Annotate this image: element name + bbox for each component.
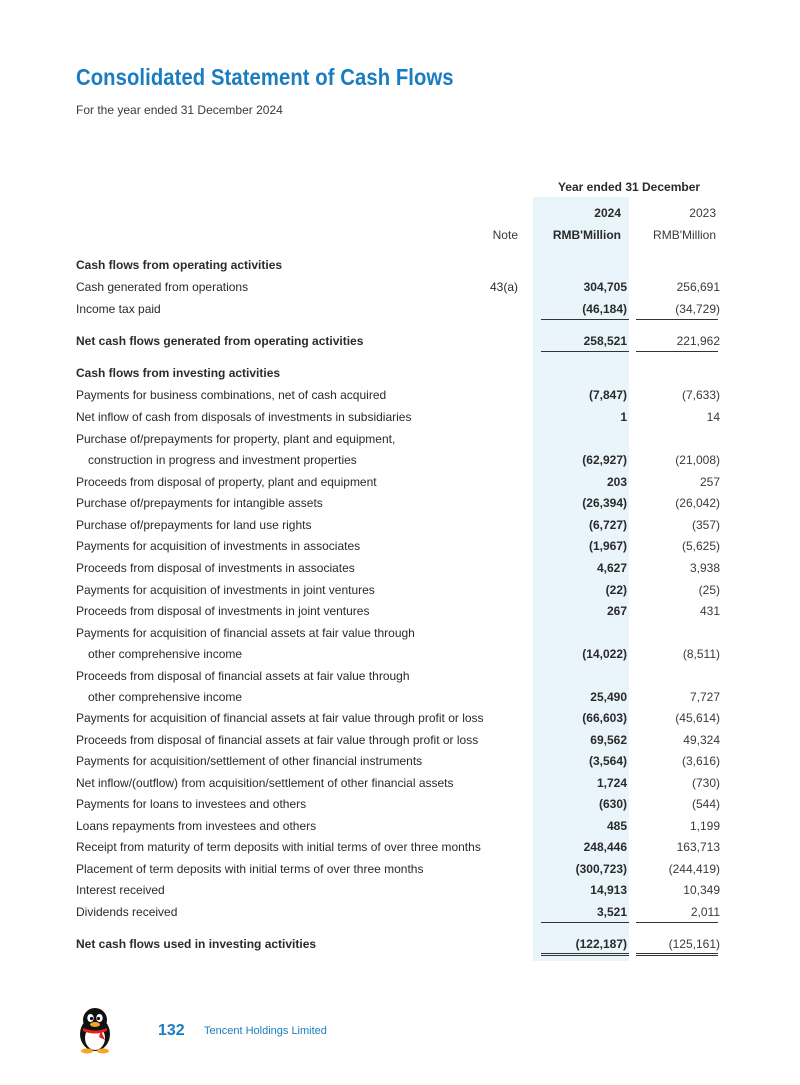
row-label: Cash flows from investing activities bbox=[76, 366, 281, 380]
table-row bbox=[0, 860, 800, 878]
table-row bbox=[0, 364, 800, 382]
row-label: Receipt from maturity of term deposits with initial terms of over three months bbox=[76, 840, 481, 854]
value-2024: 203 bbox=[606, 475, 627, 489]
row-label: Dividends received bbox=[76, 905, 178, 919]
value-2023: (544) bbox=[691, 797, 720, 811]
unit-current-header: RMB'Million bbox=[552, 228, 621, 242]
table-row bbox=[0, 494, 800, 512]
value-2023: (7,633) bbox=[681, 388, 720, 402]
row-label: Proceeds from disposal of investments in associates bbox=[76, 561, 355, 575]
row-label: Purchase of/prepayments for property, plant and equipment, bbox=[76, 432, 396, 446]
page-subtitle: For the year ended 31 December 2024 bbox=[76, 103, 283, 117]
value-2024: (46,184) bbox=[582, 302, 627, 316]
table-row bbox=[0, 537, 800, 555]
value-2023: (26,042) bbox=[675, 496, 720, 510]
table-row bbox=[0, 817, 800, 835]
table-row bbox=[0, 624, 800, 642]
row-label: other comprehensive income bbox=[88, 647, 243, 661]
row-label: Payments for acquisition of investments in associates bbox=[76, 539, 361, 553]
value-2023: (5,625) bbox=[681, 539, 720, 553]
value-2024: (122,187) bbox=[575, 937, 627, 951]
row-label: Proceeds from disposal of financial assets at fair value through bbox=[76, 669, 410, 683]
value-2024: 14,913 bbox=[590, 883, 627, 897]
value-2024: (14,022) bbox=[582, 647, 627, 661]
year-prior-header: 2023 bbox=[689, 206, 716, 220]
table-row bbox=[0, 386, 800, 404]
row-label: Purchase of/prepayments for intangible assets bbox=[76, 496, 323, 510]
unit-prior-header: RMB'Million bbox=[653, 228, 716, 242]
table-row bbox=[0, 332, 800, 350]
table-row bbox=[0, 278, 800, 296]
underline-rule bbox=[541, 319, 629, 320]
table-row bbox=[0, 774, 800, 792]
table-row bbox=[0, 408, 800, 426]
value-2023: (730) bbox=[691, 776, 720, 790]
row-label: Income tax paid bbox=[76, 302, 161, 316]
row-label: construction in progress and investment properties bbox=[88, 453, 357, 467]
table-row bbox=[0, 473, 800, 491]
value-2023: (8,511) bbox=[682, 647, 720, 661]
value-2023: 14 bbox=[706, 410, 720, 424]
value-2023: 49,324 bbox=[683, 733, 720, 747]
value-2023: 256,691 bbox=[676, 280, 720, 294]
value-2023: 7,727 bbox=[689, 690, 720, 704]
value-2024: 69,562 bbox=[590, 733, 627, 747]
value-2024: (630) bbox=[598, 797, 627, 811]
year-current-header: 2024 bbox=[594, 206, 621, 220]
value-2024: (62,927) bbox=[582, 453, 627, 467]
double-underline-rule bbox=[541, 955, 629, 956]
value-2024: (300,723) bbox=[575, 862, 627, 876]
value-2024: 25,490 bbox=[590, 690, 627, 704]
table-row bbox=[0, 430, 800, 448]
row-label: Payments for acquisition/settlement of other financial instruments bbox=[76, 754, 423, 768]
table-row bbox=[0, 731, 800, 749]
row-note: 43(a) bbox=[489, 280, 518, 294]
value-2024: (1,967) bbox=[588, 539, 627, 553]
underline-rule bbox=[636, 922, 718, 923]
company-name: Tencent Holdings Limited bbox=[204, 1025, 327, 1037]
value-2024: 3,521 bbox=[596, 905, 627, 919]
value-2023: (244,419) bbox=[668, 862, 720, 876]
value-2023: 431 bbox=[699, 604, 720, 618]
row-label: Net cash flows used in investing activities bbox=[76, 937, 317, 951]
table-row bbox=[0, 300, 800, 318]
table-row bbox=[0, 903, 800, 921]
value-2023: 221,962 bbox=[676, 334, 720, 348]
row-label: Loans repayments from investees and others bbox=[76, 819, 317, 833]
row-label: Payments for acquisition of financial assets at fair value through bbox=[76, 626, 415, 640]
qq-penguin-icon bbox=[74, 1006, 116, 1054]
value-2023: (25) bbox=[698, 583, 720, 597]
underline-rule bbox=[541, 953, 629, 954]
value-2023: (125,161) bbox=[668, 937, 720, 951]
row-label: Proceeds from disposal of financial assets at fair value through profit or loss bbox=[76, 733, 479, 747]
value-2024: 4,627 bbox=[596, 561, 627, 575]
value-2024: (3,564) bbox=[588, 754, 627, 768]
double-underline-rule bbox=[636, 955, 718, 956]
period-header: Year ended 31 December bbox=[557, 180, 701, 194]
table-row bbox=[0, 795, 800, 813]
value-2023: (3,616) bbox=[681, 754, 720, 768]
table-row bbox=[0, 581, 800, 599]
value-2024: (26,394) bbox=[582, 496, 627, 510]
value-2023: (34,729) bbox=[675, 302, 720, 316]
row-label: Payments for acquisition of financial assets at fair value through profit or loss bbox=[76, 711, 484, 725]
underline-rule bbox=[636, 351, 718, 352]
value-2024: (7,847) bbox=[588, 388, 627, 402]
table-row bbox=[0, 256, 800, 274]
row-label: Cash flows from operating activities bbox=[76, 258, 283, 272]
row-label: Payments for business combinations, net of cash acquired bbox=[76, 388, 387, 402]
underline-rule bbox=[541, 922, 629, 923]
note-header: Note bbox=[492, 228, 518, 242]
value-2024: 1 bbox=[620, 410, 627, 424]
value-2023: 257 bbox=[699, 475, 720, 489]
table-row bbox=[0, 752, 800, 770]
value-2024: (22) bbox=[605, 583, 627, 597]
table-row bbox=[0, 645, 800, 663]
value-2023: (357) bbox=[691, 518, 720, 532]
value-2024: 258,521 bbox=[583, 334, 627, 348]
value-2023: (45,614) bbox=[675, 711, 720, 725]
table-row bbox=[0, 516, 800, 534]
row-label: Payments for loans to investees and others bbox=[76, 797, 307, 811]
row-label: Cash generated from operations bbox=[76, 280, 249, 294]
page-number: 132 bbox=[158, 1022, 185, 1039]
row-label: other comprehensive income bbox=[88, 690, 243, 704]
row-label: Proceeds from disposal of investments in joint ventures bbox=[76, 604, 370, 618]
value-2024: 304,705 bbox=[583, 280, 627, 294]
table-row bbox=[0, 602, 800, 620]
row-label: Placement of term deposits with initial terms of over three months bbox=[76, 862, 424, 876]
value-2023: 10,349 bbox=[683, 883, 720, 897]
value-2023: (21,008) bbox=[675, 453, 720, 467]
page-title: Consolidated Statement of Cash Flows bbox=[76, 64, 454, 90]
row-label: Purchase of/prepayments for land use rights bbox=[76, 518, 312, 532]
value-2024: 248,446 bbox=[583, 840, 627, 854]
table-row bbox=[0, 559, 800, 577]
row-label: Net inflow/(outflow) from acquisition/settlement of other financial assets bbox=[76, 776, 454, 790]
table-row bbox=[0, 667, 800, 685]
value-2023: 1,199 bbox=[689, 819, 720, 833]
row-label: Net cash flows generated from operating activities bbox=[76, 334, 364, 348]
table-row bbox=[0, 838, 800, 856]
table-row bbox=[0, 688, 800, 706]
value-2024: (66,603) bbox=[582, 711, 627, 725]
row-label: Proceeds from disposal of property, plant and equipment bbox=[76, 475, 377, 489]
table-row bbox=[0, 709, 800, 727]
row-label: Net inflow of cash from disposals of investments in subsidiaries bbox=[76, 410, 412, 424]
value-2024: 1,724 bbox=[596, 776, 627, 790]
row-label: Payments for acquisition of investments in joint ventures bbox=[76, 583, 375, 597]
value-2024: 267 bbox=[606, 604, 627, 618]
value-2023: 163,713 bbox=[676, 840, 720, 854]
row-label: Interest received bbox=[76, 883, 165, 897]
underline-rule bbox=[541, 351, 629, 352]
underline-rule bbox=[636, 319, 718, 320]
value-2023: 3,938 bbox=[689, 561, 720, 575]
underline-rule bbox=[636, 953, 718, 954]
value-2024: (6,727) bbox=[588, 518, 627, 532]
table-row bbox=[0, 935, 800, 953]
table-row bbox=[0, 881, 800, 899]
table-row bbox=[0, 451, 800, 469]
value-2023: 2,011 bbox=[690, 905, 720, 919]
value-2024: 485 bbox=[606, 819, 627, 833]
